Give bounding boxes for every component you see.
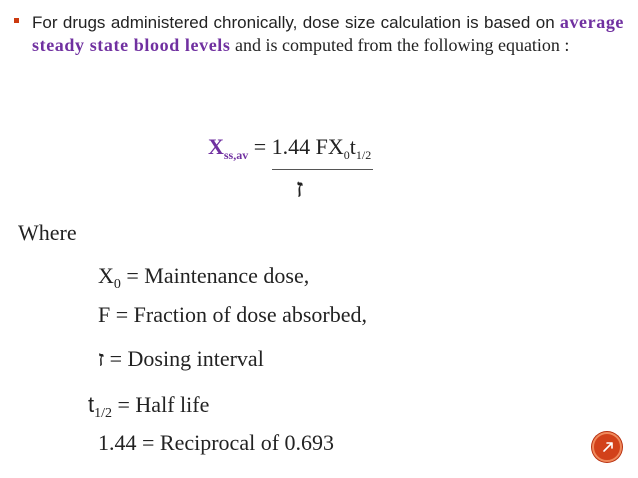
where-label: Where	[18, 220, 77, 245]
equation-numerator-main: 1.44 FX	[271, 134, 344, 159]
forward-arrow-icon	[602, 441, 614, 453]
definition-reciprocal	[98, 430, 334, 456]
definition-x0-subscript: 0	[113, 277, 121, 292]
definition-tau-symbol: ז	[98, 346, 105, 372]
intro-paragraph	[32, 11, 624, 56]
definition-half-life	[88, 392, 209, 422]
equation-lhs-symbol: X	[208, 134, 224, 159]
intro-highlight: average steady state blood levels	[32, 12, 625, 55]
equation-numerator	[272, 134, 374, 170]
definition-half-life-text: = Half life	[112, 392, 210, 417]
definition-reciprocal-text: 1.44 = Reciprocal of 0.693	[98, 430, 335, 455]
equation-numerator-sub-half: 1/2	[355, 148, 372, 162]
equation-denominator: ז	[296, 174, 304, 204]
equation-numerator-t: t	[349, 134, 356, 159]
steady-state-equation	[208, 134, 373, 170]
intro-lead: For drugs administered chronically, dose size calculation is based on	[32, 13, 555, 32]
definition-x0	[98, 263, 309, 293]
equation-lhs-subscript: ss,av	[223, 148, 249, 162]
definition-half-life-symbol: t	[88, 392, 95, 417]
next-slide-button[interactable]	[592, 432, 622, 462]
square-bullet-icon	[14, 18, 19, 23]
definition-tau	[98, 346, 264, 372]
equation-lhs	[208, 134, 249, 162]
definition-x0-symbol: X	[98, 263, 114, 288]
intro-tail: and is computed from the following equation :	[230, 35, 570, 55]
definition-f	[98, 302, 367, 328]
definition-f-text: F = Fraction of dose absorbed,	[98, 302, 368, 327]
definition-tau-text: = Dosing interval	[104, 346, 264, 371]
equation-equals: =	[248, 134, 272, 159]
equation-numerator-sub-zero: 0	[343, 148, 350, 162]
definition-half-life-subscript: 1/2	[94, 406, 113, 421]
definition-x0-text: = Maintenance dose,	[120, 263, 310, 288]
intro-bullet	[14, 11, 624, 56]
